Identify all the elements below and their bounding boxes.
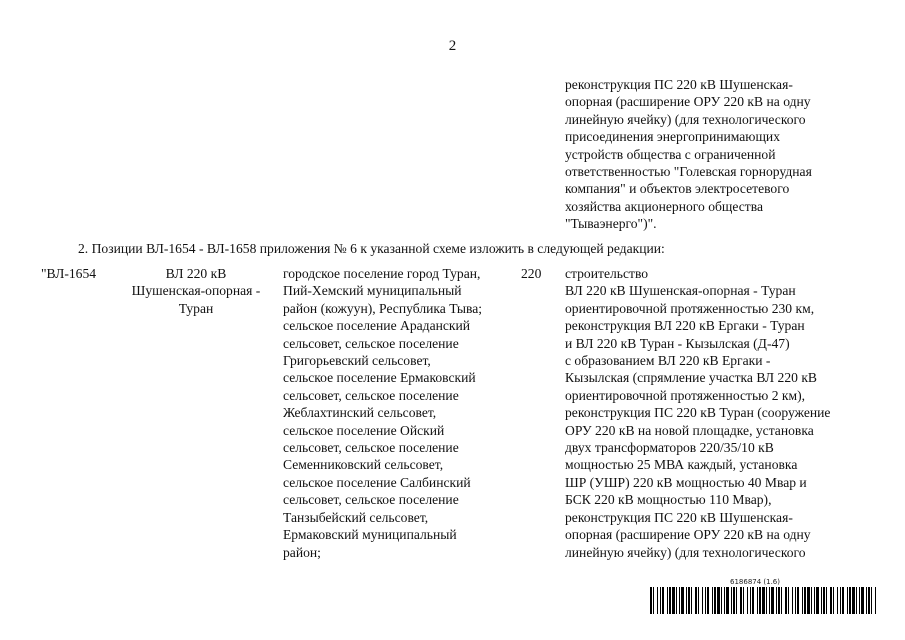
- territory-line: сельское поселение Салбинский: [283, 474, 471, 490]
- territory-line: сельское поселение Ермаковский: [283, 370, 476, 386]
- territory-line: сельское поселение Араданский: [283, 318, 471, 334]
- continuation-line: ответственностью "Голевская горнорудная: [565, 164, 812, 180]
- continuation-line: линейную ячейку) (для технологического: [565, 111, 806, 127]
- continuation-line: опорная (расширение ОРУ 220 кВ на одну: [565, 94, 811, 110]
- row-name: [120, 265, 272, 317]
- barcode-number: 6186874 (1.6): [730, 578, 780, 586]
- continuation-line: хозяйства акционерного общества: [565, 198, 764, 214]
- row-code: "ВЛ-1654: [41, 266, 97, 281]
- page-number: 2: [448, 38, 457, 54]
- description-line: реконструкция ПС 220 кВ Туран (сооружение: [565, 405, 831, 421]
- name-line: ВЛ 220 кВ: [165, 266, 227, 281]
- continuation-line: компания" и объектов электросетевого: [565, 181, 790, 197]
- territory-line: Жеблахтинский сельсовет,: [283, 405, 437, 421]
- continuation-line: устройств общества с ограниченной: [565, 146, 776, 162]
- barcode-block: [650, 578, 876, 614]
- description-line: ШР (УШР) 220 кВ мощностью 40 Мвар и: [565, 474, 807, 490]
- row-voltage: 220: [521, 266, 542, 281]
- amendment-paragraph: 2. Позиции ВЛ-1654 - ВЛ-1658 приложения № 6 к указанной схеме изложить в следующей редакции:: [78, 241, 665, 256]
- description-line: строительство: [565, 266, 649, 281]
- territory-line: район (кожуун), Республика Тыва;: [283, 300, 483, 316]
- description-line: с образованием ВЛ 220 кВ Ергаки -: [565, 353, 771, 369]
- territory-line: сельское поселение Ойский: [283, 422, 445, 438]
- description-line: мощностью 25 МВА каждый, установка: [565, 457, 798, 473]
- description-line: ориентировочной протяженностью 2 км),: [565, 387, 806, 403]
- territory-line: городское поселение город Туран,: [283, 266, 481, 281]
- barcode-image: [650, 587, 876, 614]
- name-line: Туран: [178, 300, 214, 316]
- territory-line: Пий-Хемский муниципальный: [283, 283, 462, 299]
- territory-line: сельсовет, сельское поселение: [283, 440, 459, 456]
- description-line: Кызылская (спрямление участка ВЛ 220 кВ: [565, 370, 817, 386]
- description-line: ориентировочной протяженностью 230 км,: [565, 300, 815, 316]
- territory-line: сельсовет, сельское поселение: [283, 387, 459, 403]
- continuation-text: [565, 76, 865, 233]
- name-line: Шушенская-опорная -: [131, 283, 261, 299]
- description-line: БСК 220 кВ мощностью 110 Мвар),: [565, 492, 772, 508]
- territory-line: сельсовет, сельское поселение: [283, 492, 459, 508]
- row-territory: [283, 265, 513, 561]
- description-line: и ВЛ 220 кВ Туран - Кызылская (Д-47): [565, 335, 790, 351]
- territory-line: Семенниковский сельсовет,: [283, 457, 444, 473]
- continuation-line: реконструкция ПС 220 кВ Шушенская-: [565, 77, 793, 92]
- row-description: [565, 265, 865, 561]
- continuation-line: "Тываэнерго")".: [565, 216, 657, 232]
- territory-line: Танзыбейский сельсовет,: [283, 509, 429, 525]
- description-line: реконструкция ВЛ 220 кВ Ергаки - Туран: [565, 318, 805, 334]
- description-line: линейную ячейку) (для технологического: [565, 544, 806, 560]
- description-line: ВЛ 220 кВ Шушенская-опорная - Туран: [565, 283, 796, 299]
- description-line: реконструкция ПС 220 кВ Шушенская-: [565, 509, 793, 525]
- continuation-line: присоединения энергопринимающих: [565, 129, 781, 145]
- territory-line: Ермаковский муниципальный: [283, 527, 457, 543]
- territory-line: сельсовет, сельское поселение: [283, 335, 459, 351]
- territory-line: район;: [283, 544, 321, 560]
- description-line: опорная (расширение ОРУ 220 кВ на одну: [565, 527, 811, 543]
- description-line: двух трансформаторов 220/35/10 кВ: [565, 440, 774, 456]
- description-line: ОРУ 220 кВ на новой площадке, установка: [565, 422, 814, 438]
- territory-line: Григорьевский сельсовет,: [283, 353, 431, 369]
